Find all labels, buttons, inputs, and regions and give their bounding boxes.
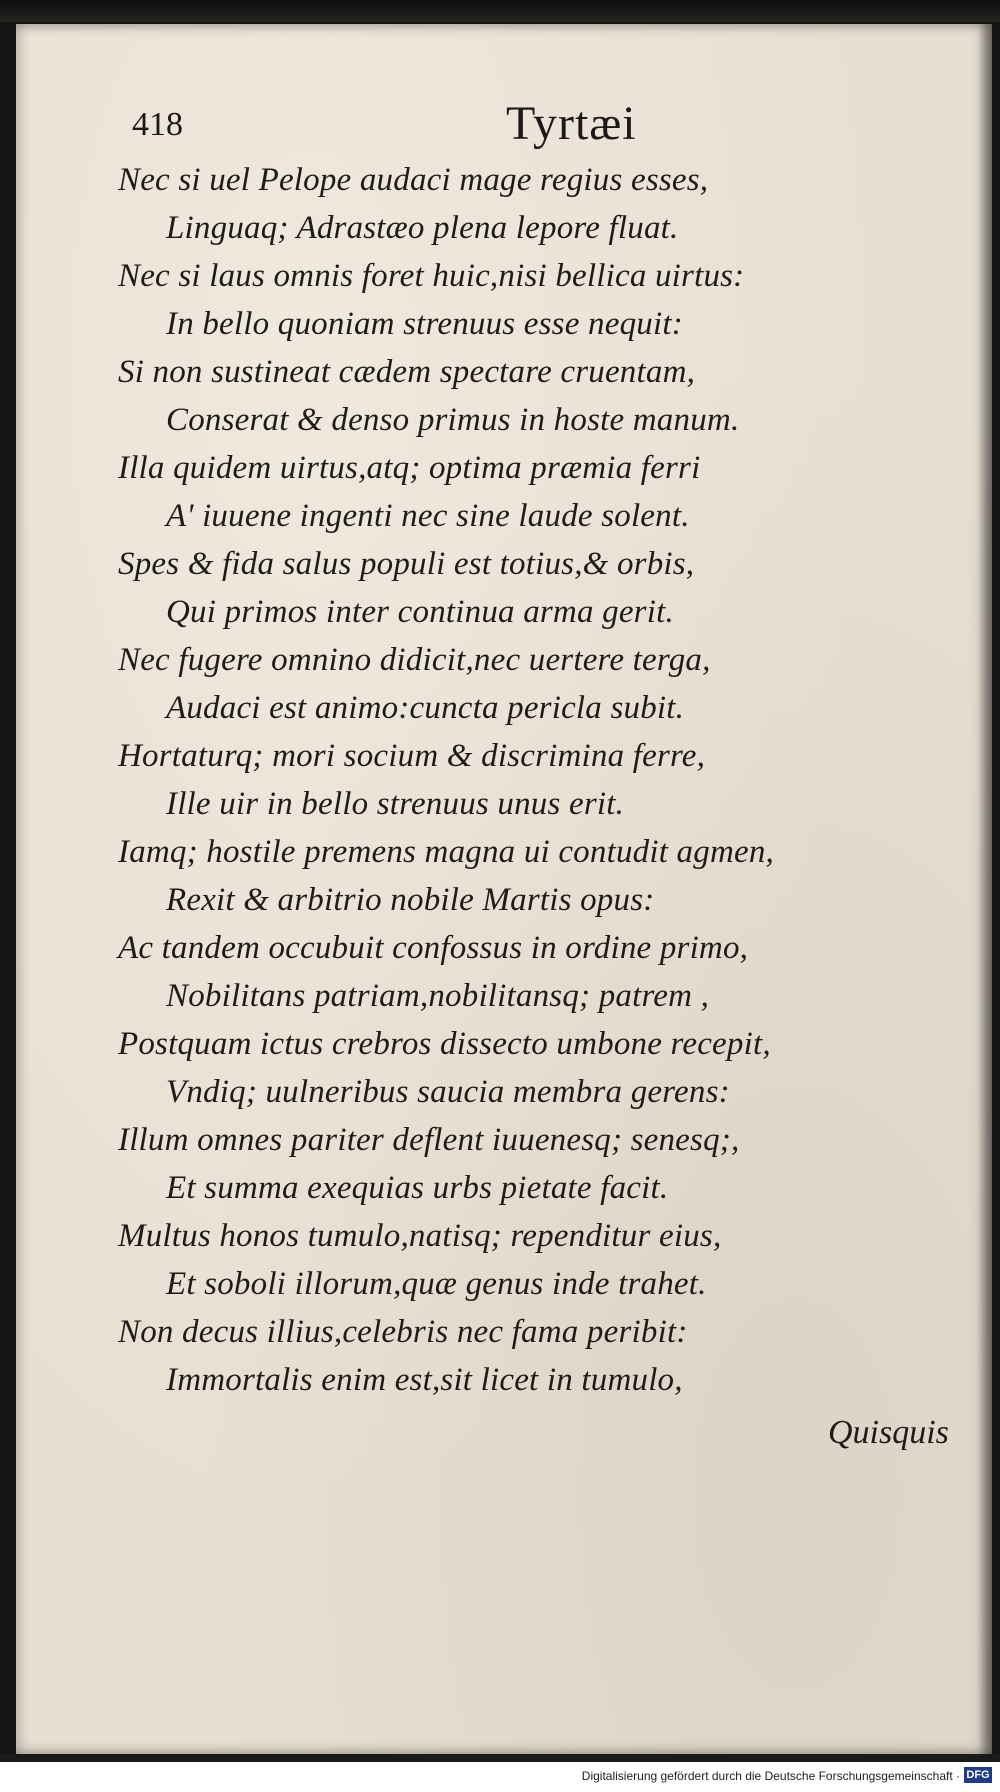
verse-line: Linguaq; Adrastæo plena lepore fluat. <box>166 210 679 246</box>
catchword: Quisquis <box>828 1414 949 1451</box>
verse-line: Iamq; hostile premens magna ui contudit agmen, <box>118 834 774 870</box>
verse-line: Vndiq; uulneribus saucia membra gerens: <box>166 1074 730 1110</box>
verse-line: Spes & fida salus populi est totius,& orbis, <box>118 546 695 582</box>
verse-line: Ille uir in bello strenuus unus erit. <box>166 786 625 822</box>
verse-line: Si non sustineat cædem spectare cruentam, <box>118 354 696 390</box>
verse-line: A' iuuene ingenti nec sine laude solent. <box>166 498 690 534</box>
verse-line: Et soboli illorum,quæ genus inde trahet. <box>166 1266 707 1302</box>
verse-line: Ac tandem occubuit confossus in ordine primo, <box>118 930 749 966</box>
verse-line: Conserat & denso primus in hoste manum. <box>166 402 740 438</box>
page-number: 418 <box>132 106 183 143</box>
book-page <box>16 24 992 1754</box>
verse-line: Nec fugere omnino didicit,nec uertere terga, <box>118 642 711 678</box>
verse-line: Rexit & arbitrio nobile Martis opus: <box>166 882 655 918</box>
funding-credit: Digitalisierung gefördert durch die Deutsche Forschungsgemeinschaft · <box>581 1769 960 1783</box>
verse-line: Nec si laus omnis foret huic,nisi bellica uirtus: <box>118 258 745 294</box>
verse-line: Hortaturq; mori socium & discrimina ferre, <box>118 738 706 774</box>
verse-line: Illa quidem uirtus,atq; optima præmia ferri <box>118 450 701 486</box>
page-edge-shadow <box>978 24 992 1754</box>
verse-line: Qui primos inter continua arma gerit. <box>166 594 674 630</box>
running-head: Tyrtæi <box>506 97 637 150</box>
verse-line: Illum omnes pariter deflent iuuenesq; senesq;, <box>118 1122 740 1158</box>
verse-line: Nobilitans patriam,nobilitansq; patrem , <box>166 978 710 1014</box>
verse-line: In bello quoniam strenuus esse nequit: <box>166 306 683 342</box>
verse-line: Nec si uel Pelope audaci mage regius esses, <box>118 162 709 198</box>
dfg-logo-icon: DFG <box>964 1767 992 1783</box>
verse-line: Et summa exequias urbs pietate facit. <box>166 1170 669 1206</box>
verse-line: Postquam ictus crebros dissecto umbone recepit, <box>118 1026 771 1062</box>
scan-top-edge <box>0 0 1000 22</box>
verse-line: Multus honos tumulo,natisq; rependitur eius, <box>118 1218 722 1254</box>
verse-line: Immortalis enim est,sit licet in tumulo, <box>166 1362 683 1398</box>
scan-bottom-edge <box>0 1754 1000 1762</box>
verse-line: Non decus illius,celebris nec fama peribit: <box>118 1314 688 1350</box>
digitization-footer <box>0 1754 1000 1792</box>
verse-line: Audaci est animo:cuncta pericla subit. <box>166 690 685 726</box>
